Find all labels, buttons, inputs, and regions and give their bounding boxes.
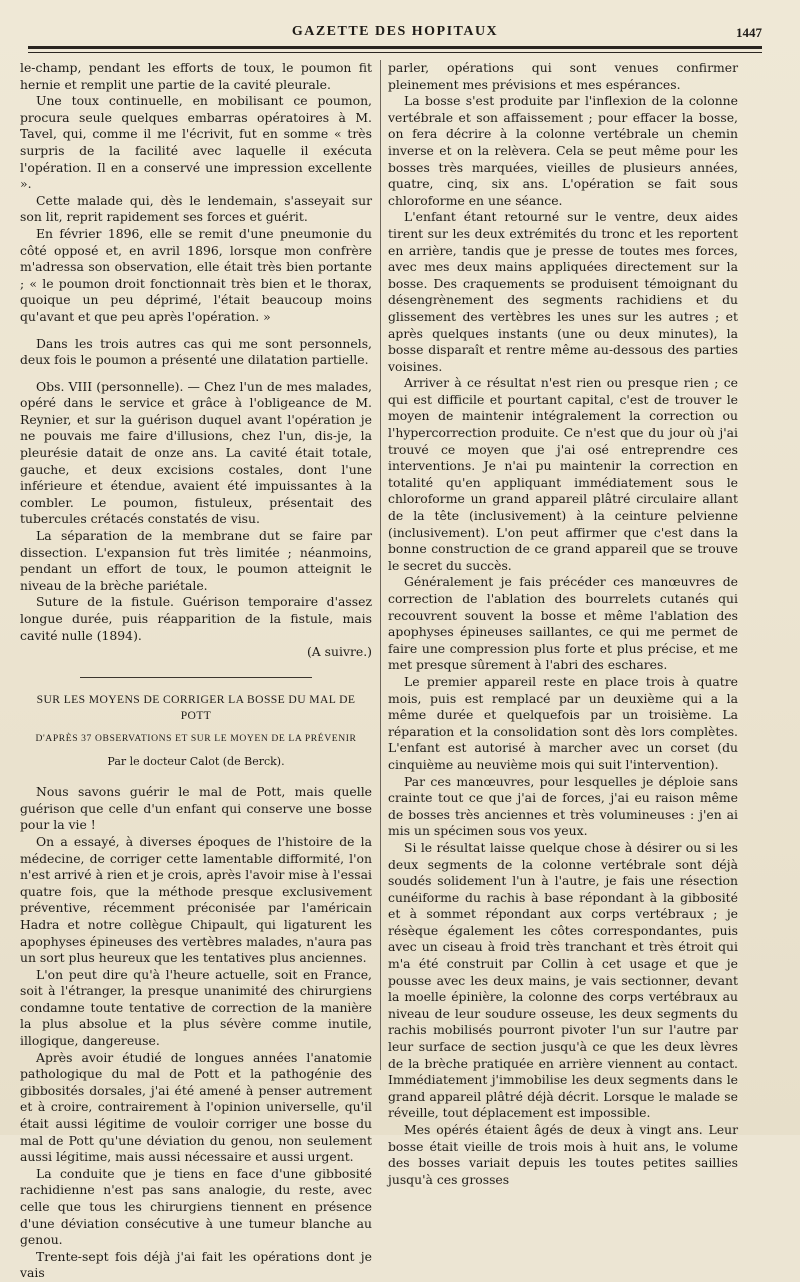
paragraph: La conduite que je tiens en face d'une gibbosité rachidienne n'est pas sans analogie, du reste, avec celle que tous les chirurgiens tiennent en présence d'une déviation consécutive à une tumeur blanche au genou. [20,1165,372,1248]
paragraph: Nous savons guérir le mal de Pott, mais quelle guérison que celle d'un enfant qui conserve une bosse pour la vie ! [20,784,372,833]
paragraph: Trente-sept fois déjà j'ai fait les opérations dont je vais [20,1248,372,1281]
header-rule-thin [28,52,762,53]
paragraph: Mes opérés étaient âgés de deux à vingt ans. Leur bosse était vieille de trois mois à huit ans, le volume des bosses variait depuis les toutes petites saillies jusqu'à ces grosses [388,1122,738,1187]
observation-paragraph: Obs. VIII (personnelle). — Chez l'un de mes malades, opéré dans le service et grâce à l'obligeance de M. Reynier, et sur la guérison duquel avant l'opération je ne pouvais me faire d'illusions, chez l'un, dis-je, la pleurésie datait de onze ans. La cavité était totale, gauche, et deux excisions costales, dont l'une inférieure et étendue, avaient été impuissantes à la combler. Le poumon, fistuleux, présentait des tubercules crétacés constatés de visu. [20,378,372,527]
paragraph: L'enfant étant retourné sur le ventre, deux aides tirent sur les deux extrémités du tronc et les reportent en arrière, tandis que je presse de toutes mes forces, avec mes deux mains appliquées directement sur la bosse. Des craquements se produisent témoignant du désengrènement des segments rachidiens et du glissement des vertèbres les unes sur les autres ; et après quelques instants (une ou deux minutes), la bosse disparaît et rentre même au-dessous des parties voisines. [388,209,738,374]
article-title: SUR LES MOYENS DE CORRIGER LA BOSSE DU MAL DE POTT [36,692,356,723]
paragraph: Par ces manœuvres, pour lesquelles je déploie sans crainte tout ce que j'ai de forces, j'ai eu raison même de bosses très anciennes et très volumineuses : j'en ai mis un spécimen sous vos yeux. [388,773,738,839]
header-rule-thick [28,46,762,49]
article-separator [80,677,312,678]
paragraph: Généralement je fais précéder ces manœuvres de correction de l'ablation des bourrelets cutanés qui recouvrent souvent la bosse et même l'ablation des apophyses épineuses saillantes, ce qui me permet de faire une compression plus forte et plus précise, et me met presque sûrement à l'abri des eschares. [388,574,738,673]
paragraph: Après avoir étudié de longues années l'anatomie pathologique du mal de Pott et la pathogénie des gibbosités dorsales, j'ai été amené à penser autrement et à croire, contrairement à l'opinion universelle, qu'il était aussi légitime de vouloir corriger une bosse du mal de Pott qu'une déviation du genou, non seulement aussi légitime, mais aussi nécessaire et aussi urgent. [20,1049,372,1165]
paragraph: En février 1896, elle se remit d'une pneumonie du côté opposé et, en avril 1896, lorsque mon confrère m'adressa son observation, elle était très bien portante ; « le poumon droit fonctionnait très bien et le thorax, quoique un peu déprimé, l'était beaucoup moins qu'avant et que peu après l'opération. » [20,225,372,324]
paragraph: On a essayé, à diverses époques de l'histoire de la médecine, de corriger cette lamentable difformité, l'on n'est arrivé à rien et je crois, après l'avoir mise à l'essai quatre fois, que la méthode presque exclusivement préventive, récemment préconisée par l'américain Hadra et notre collègue Chipault, qui ligaturent les apophyses épineuses des vertèbres malades, n'aura pas un sort plus heureux que les tentatives plus anciennes. [20,833,372,966]
to-be-continued: (A suivre.) [306,644,372,660]
paragraph: Le premier appareil reste en place trois à quatre mois, puis est remplacé par un deuxième qui a la même durée et quelquefois par un troisième. La réparation et la consolidation sont dès lors complètes. L'enfant est autorisé à marcher avec un corset (du cinquième au neuvième mois qui suit l'intervention). [388,673,738,772]
article-author: Par le docteur Calot (de Berck). [107,754,285,768]
page-number: 1447 [736,25,762,40]
paragraph: La bosse s'est produite par l'inflexion de la colonne vertébrale et son affaissement ; pour effacer la bosse, on fera décrire à la colonne vertébrale un chemin inverse et on la relèvera. Cela se peut même pour les bosses très marquées, vieilles de plusieurs années, quatre, cinq, six ans. L'opération se fait sous chloroforme en une séance. [388,93,738,208]
paragraph: Une toux continuelle, en mobilisant ce poumon, procura seule quelques embarras opératoires à M. Tavel, qui, comme il me l'écrivit, fut en somme « très surpris de la facilité avec laquelle il exécuta l'opération. Il en a conservé une impression excellente ». [20,93,372,192]
left-column [20,60,372,1281]
paragraph: Dans les trois autres cas qui me sont personnels, deux fois le poumon a présenté une dilatation partielle. [20,335,372,368]
page-header [28,22,762,44]
paragraph: parler, opérations qui sont venues confirmer pleinement mes prévisions et mes espérances. [388,60,738,92]
paragraph: L'on peut dire qu'à l'heure actuelle, soit en France, soit à l'étranger, la presque unanimité des chirurgiens condamne toute tentative de correction de la manière la plus absolue et la plus sévère comme inutile, illogique, dangereuse. [20,966,372,1049]
article-subtitle: D'APRÈS 37 OBSERVATIONS ET SUR LE MOYEN DE LA PRÉVENIR [35,732,357,744]
paragraph: Si le résultat laisse quelque chose à désirer ou si les deux segments de la colonne vertébrale sont déjà soudés solidement l'un à l'autre, je fais une résection cunéiforme du rachis à base répondant à la gibbosité et à sommet répondant aux corps vertébraux ; je résèque également les côtes correspondantes, puis avec un ciseau à froid très tranchant et très étroit qui m'a été construit par Collin à cet usage et que je pousse avec les deux mains, je vais sectionner, devant la moelle épinière, la colonne des corps vertébraux au niveau de leur soudure osseuse, les deux segments du rachis mobilisés pourront pivoter l'un sur l'autre par leur surface de section jusqu'à ce que les deux lèvres de la brèche pratiquée en arrière viennent au contact. Immédiatement j'immobilise les deux segments dans le grand appareil plâtré déjà décrit. Lorsque le malade se réveille, tout déplacement est impossible. [388,839,738,1121]
paragraph: le-champ, pendant les efforts de toux, le poumon fit hernie et remplit une partie de la cavité pleurale. [20,60,372,92]
right-column [388,60,738,1187]
paragraph: Arriver à ce résultat n'est rien ou presque rien ; ce qui est difficile et pourtant capital, c'est de trouver le moyen de maintenir intégralement la correction ou l'hypercorrection produite. Ce n'est que du jour où j'ai trouvé ce moyen que j'ai osé entreprendre ces interventions. Je n'ai pu maintenir la correction en totalité qu'en appliquant immédiatement sous le chloroforme un grand appareil plâtré circulaire allant de la tête (inclusivement) à la ceinture pelvienne (inclusivement). L'on peut affirmer que c'est dans la bonne construction de ce grand appareil que se trouve le secret du succès. [388,375,738,573]
paragraph: Suture de la fistule. Guérison temporaire d'assez longue durée, puis réapparition de la fistule, mais cavité nulle (1894). [20,594,372,643]
paragraph: Cette malade qui, dès le lendemain, s'asseyait sur son lit, reprit rapidement ses forces et guérit. [20,192,372,225]
paragraph: La séparation de la membrane dut se faire par dissection. L'expansion fut très limitée ; néanmoins, pendant un effort de toux, le poumon atteignit le niveau de la brèche pariétale. [20,528,372,593]
column-divider [380,60,381,1070]
running-title: GAZETTE DES HOPITAUX [291,24,499,39]
